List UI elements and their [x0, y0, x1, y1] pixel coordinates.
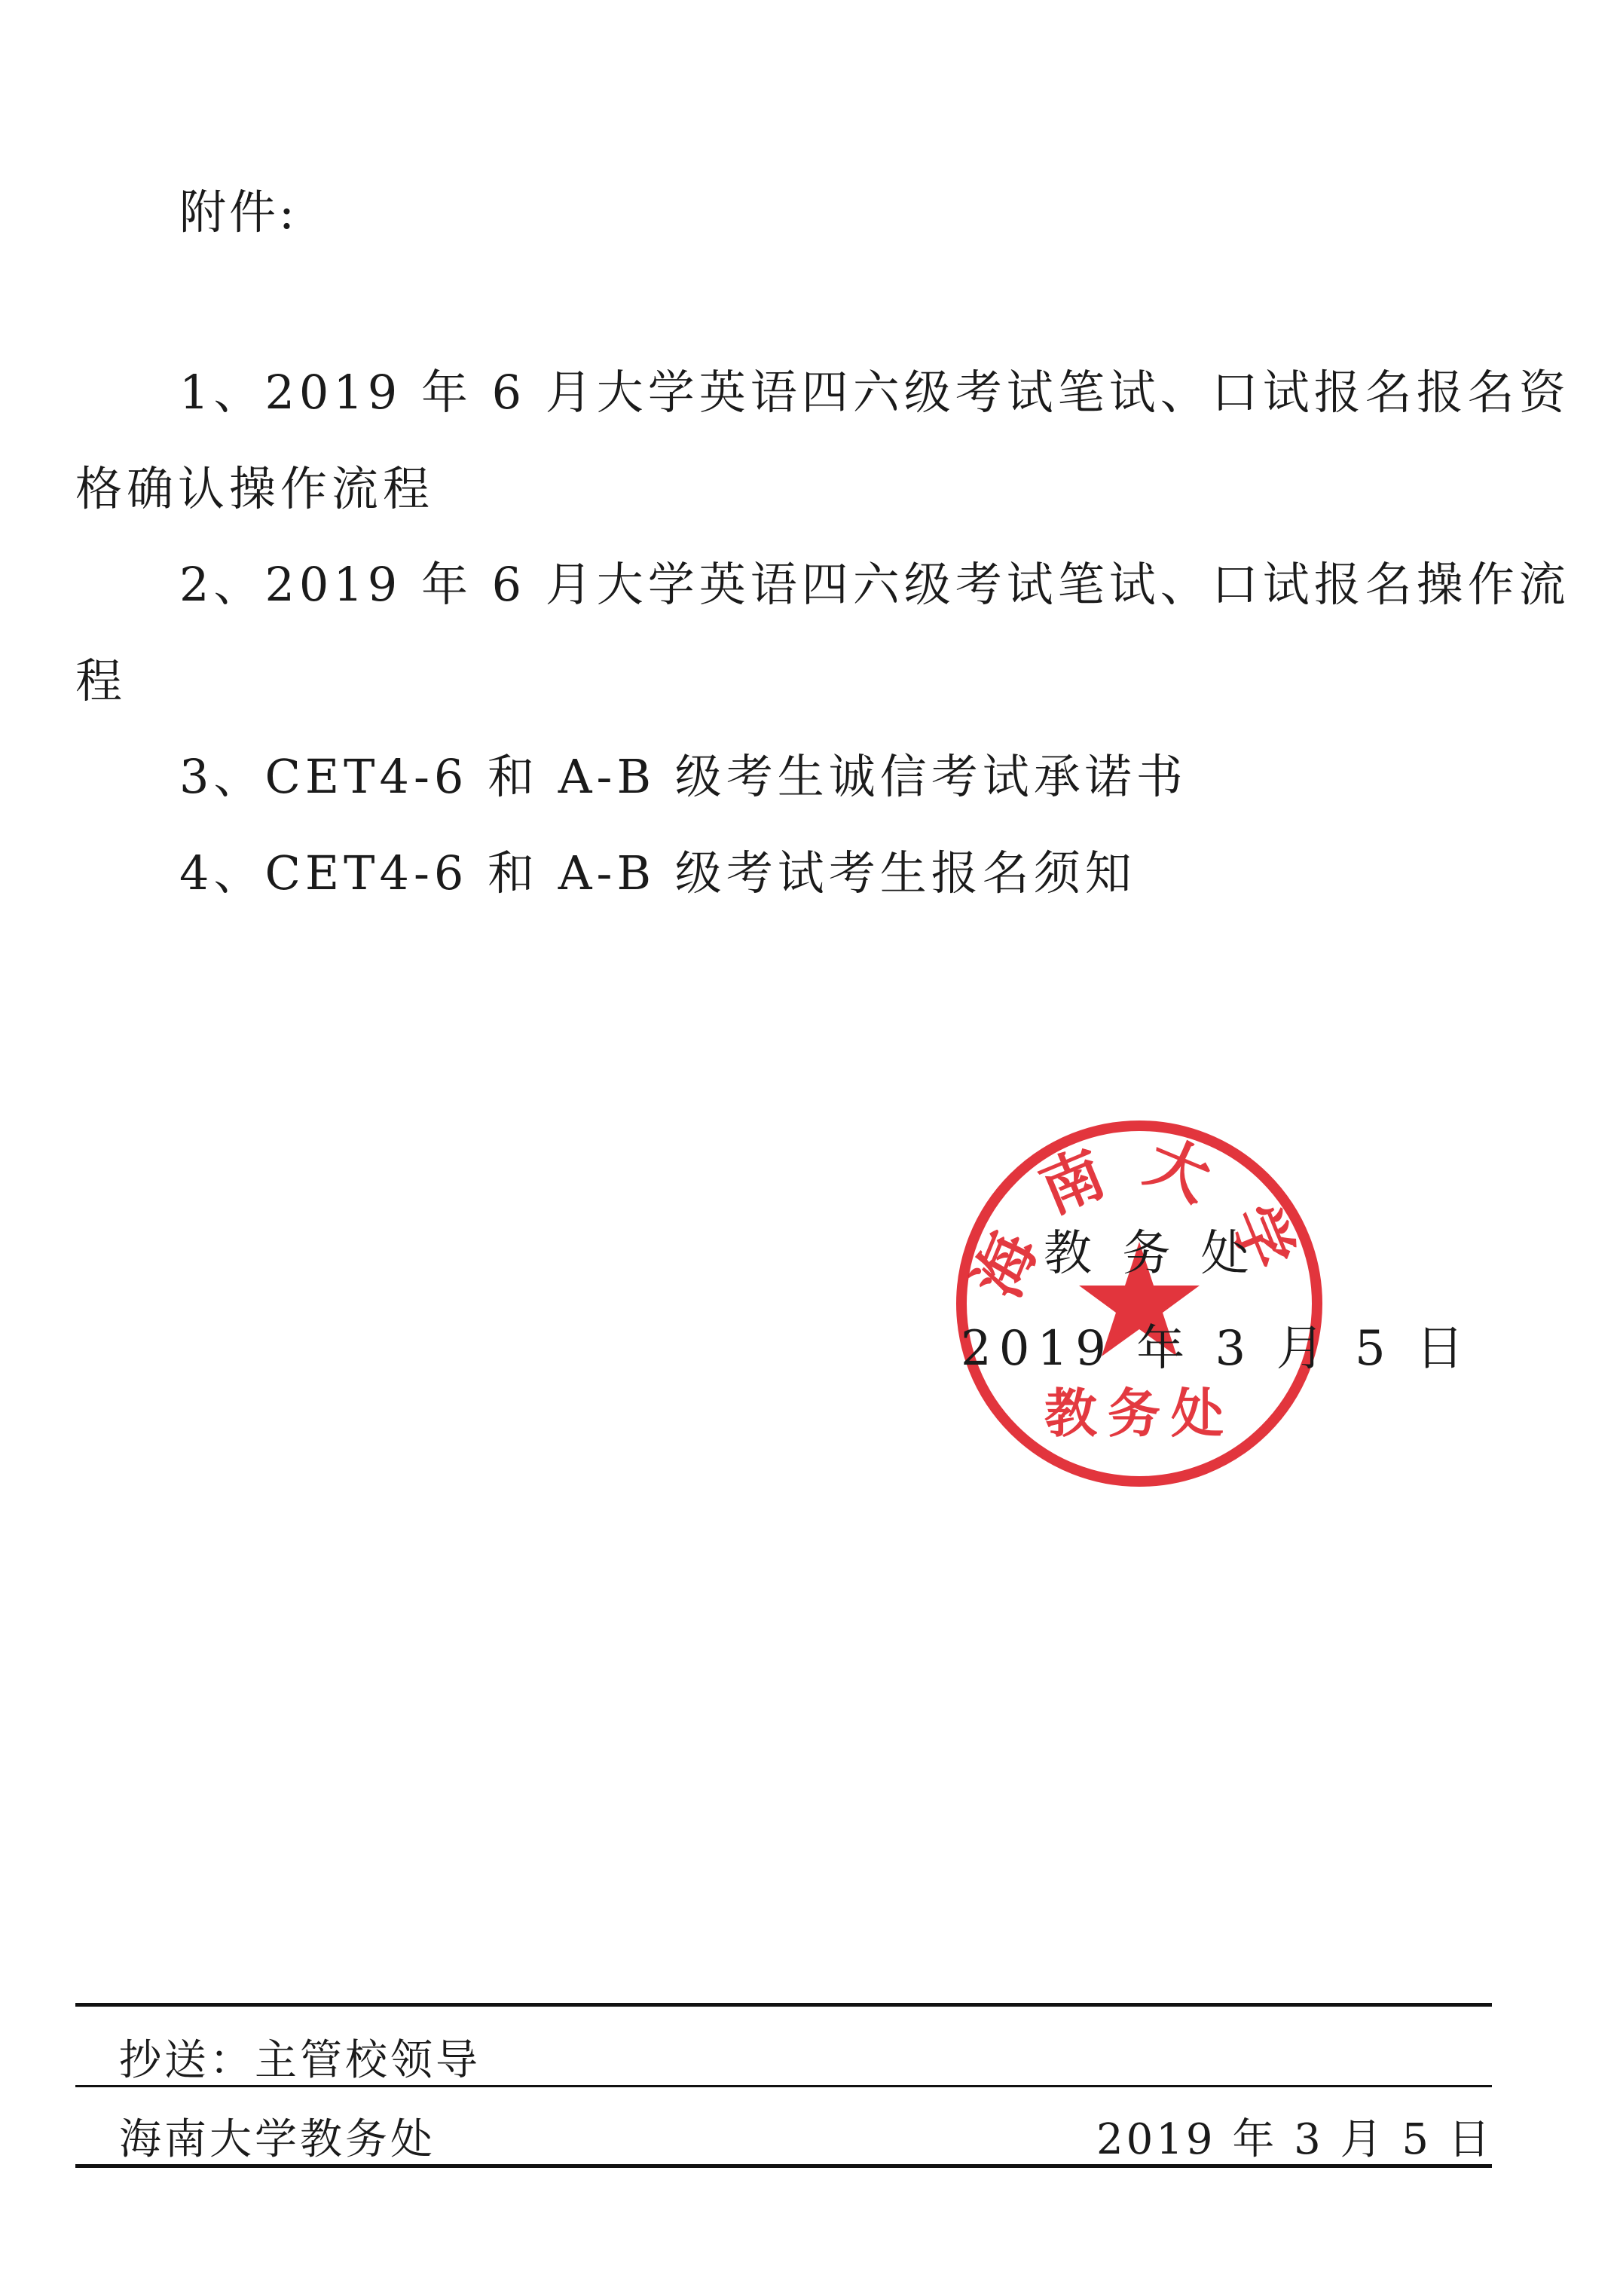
attachment-item-4: 4、CET4-6 和 A-B 级考试考生报名须知 [179, 845, 1136, 900]
attachment-item-3: 3、CET4-6 和 A-B 级考生诚信考试承诺书 [179, 749, 1188, 804]
signature-office: 教 务 处 [1044, 1226, 1257, 1282]
official-seal [951, 1115, 1328, 1492]
attachment-item-1: 1、2019 年 6 月大学英语四六级考试笔试、口试报名报名资 [179, 365, 1570, 420]
attachment-item-2: 2、2019 年 6 月大学英语四六级考试笔试、口试报名操作流 [179, 557, 1570, 612]
footer-middle-rule [75, 2085, 1492, 2087]
footer-issuer: 海南大学教务处 [119, 2115, 436, 2164]
seal-arc-text-path: 海南大学 [961, 1125, 1318, 1308]
footer-cc: 抄送：主管校领导 [119, 2036, 481, 2085]
signature-date: 2019 年 3 月 5 日 [961, 1321, 1472, 1377]
seal-bottom-text: 教务处 [1044, 1382, 1234, 1445]
footer-bottom-rule [75, 2164, 1492, 2168]
attachment-item-2-continued: 程 [75, 653, 127, 708]
footer-date: 2019 年 3 月 5 日 [1096, 2115, 1493, 2164]
attachment-item-1-continued: 格确认操作流程 [75, 461, 435, 516]
footer-top-rule [75, 2003, 1492, 2007]
attachments-heading: 附件: [179, 185, 298, 240]
